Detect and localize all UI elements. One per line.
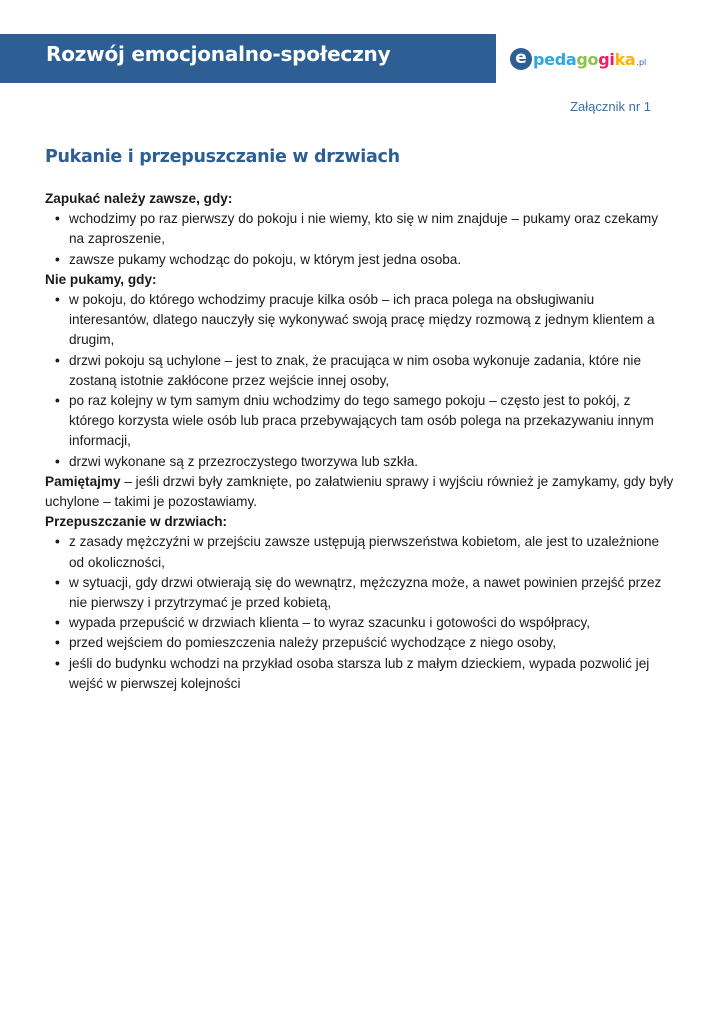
list-item: • jeśli do budynku wchodzi na przykład osoba starsza lub z małym dzieckiem, wypada pozwolić jej wejść w pierwszej kolejności: [69, 654, 675, 694]
attachment-label: Załącznik nr 1: [570, 99, 651, 114]
section-heading-no-knock: Nie pukamy, gdy:: [45, 271, 157, 287]
section-heading-knock: Zapukać należy zawsze, gdy:: [45, 191, 233, 206]
list-item: • po raz kolejny w tym samym dniu wchodzimy do tego samego pokoju – często jest to pokój, z którego korzysta wiele osób lub praca przebywających tam osób polega na przekazywaniu innym informacji,: [69, 391, 675, 452]
list-item: • w sytuacji, gdy drzwi otwierają się do wewnątrz, mężczyzna może, a nawet powinien przejść przez nie pierwszy i przytrzymać je przed kobietą,: [69, 573, 675, 613]
list-item: • wypada przepuścić w drzwiach klienta – to wyraz szacunku i gotowości do współpracy,: [69, 613, 675, 633]
document-body: [45, 189, 675, 694]
document-title: Pukanie i przepuszczanie w drzwiach: [45, 147, 400, 167]
list-item: • przed wejściem do pomieszczenia należy przepuścić wychodzące z niego osoby,: [69, 633, 675, 653]
list-item: • wchodzimy po raz pierwszy do pokoju i nie wiemy, kto się w nim znajduje – pukamy oraz czekamy na zaproszenie,: [69, 209, 675, 249]
list-knock: [45, 209, 675, 270]
epedagogika-logo[interactable]: [510, 44, 646, 74]
list-item: • drzwi pokoju są uchylone – jest to znak, że pracująca w nim osoba wykonuje zadania, które nie zostaną istotnie zakłócone przez wejście innej osoby,: [69, 351, 675, 391]
remember-lead: Pamiętajmy: [45, 473, 121, 489]
list-passing: [45, 532, 675, 694]
logo-e-icon: e: [510, 48, 532, 70]
list-item: • zawsze pukamy wchodząc do pokoju, w którym jest jedna osoba.: [69, 250, 675, 270]
logo-suffix: .pl: [636, 57, 647, 67]
list-item: • drzwi wykonane są z przezroczystego tworzywa lub szkła.: [69, 452, 675, 472]
list-item: • w pokoju, do którego wchodzimy pracuje kilka osób – ich praca polega na obsługiwaniu interesantów, dlatego nauczyły się wykonywać swoją pracę między rozmową z jednym klientem a drugim,: [69, 290, 675, 351]
section-heading-passing: Przepuszczanie w drzwiach:: [45, 514, 228, 530]
header-title: Rozwój emocjonalno-społeczny: [46, 42, 391, 66]
remember-paragraph: [45, 472, 675, 512]
logo-text: pedagogika: [533, 49, 636, 69]
list-no-knock: [45, 290, 675, 472]
remember-text: – jeśli drzwi były zamknięte, po załatwieniu sprawy i wyjściu również je zamykamy, gdy były uchylone – takimi je pozostawiamy.: [45, 473, 674, 510]
list-item: • z zasady mężczyźni w przejściu zawsze ustępują pierwszeństwa kobietom, ale jest to uzależnione od okoliczności,: [69, 532, 675, 572]
